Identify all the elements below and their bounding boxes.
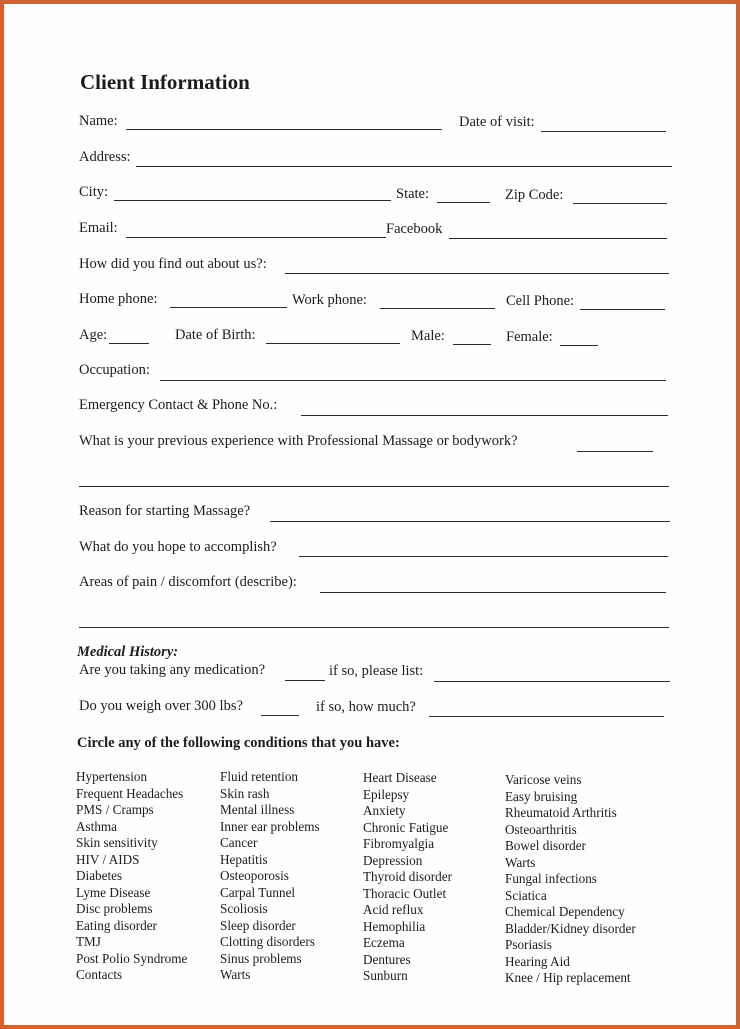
condition-item[interactable]: Fibromyalgia — [363, 836, 435, 851]
condition-item[interactable]: Psoriasis — [505, 937, 552, 952]
condition-item[interactable]: Scoliosis — [220, 901, 268, 916]
condition-item[interactable]: Inner ear problems — [220, 818, 320, 834]
dob-label: Date of Birth: — [175, 327, 256, 343]
email-field[interactable] — [126, 237, 386, 238]
condition-item[interactable]: Warts — [220, 967, 251, 982]
condition-item[interactable]: Thyroid disorder — [363, 869, 452, 884]
condition-item[interactable]: Knee / Hip replacement — [505, 970, 631, 985]
weight-amount-field[interactable] — [429, 716, 664, 717]
reason-label: Reason for starting Massage? — [79, 503, 251, 519]
condition-item[interactable]: HIV / AIDS — [76, 851, 140, 867]
condition-item[interactable]: Fungal infections — [505, 871, 597, 886]
weight-follow-label: if so, how much? — [316, 699, 416, 715]
condition-item[interactable]: Thoracic Outlet — [363, 885, 447, 901]
condition-item[interactable]: Bowel disorder — [505, 838, 586, 853]
condition-item[interactable]: Lyme Disease — [76, 884, 151, 900]
condition-item[interactable]: Skin sensitivity — [76, 835, 158, 850]
condition-item[interactable]: Sinus problems — [220, 950, 302, 966]
state-field[interactable] — [437, 202, 490, 203]
form-title: Client Information — [80, 70, 250, 94]
occupation-field[interactable] — [160, 380, 666, 381]
condition-item[interactable]: Hemophilia — [363, 918, 426, 934]
home-phone-label: Home phone: — [79, 291, 158, 307]
how-found-label: How did you find out about us?: — [79, 256, 267, 272]
date-of-visit-label: Date of visit: — [459, 114, 535, 130]
how-found-field[interactable] — [285, 273, 669, 274]
medication-follow-label: if so, please list: — [329, 663, 424, 679]
condition-item[interactable]: Chemical Dependency — [505, 904, 625, 919]
previous-experience-field[interactable] — [577, 451, 653, 452]
condition-item[interactable]: Hearing Aid — [505, 953, 570, 969]
condition-item[interactable]: Chronic Fatigue — [363, 819, 449, 835]
city-label: City: — [79, 184, 109, 200]
home-phone-field[interactable] — [170, 307, 287, 308]
facebook-field[interactable] — [449, 238, 667, 239]
condition-item[interactable]: Skin rash — [220, 785, 270, 801]
condition-item[interactable]: Dentures — [363, 951, 411, 967]
condition-item[interactable]: Fluid retention — [220, 769, 299, 784]
condition-item[interactable]: Epilepsy — [363, 786, 410, 802]
state-label: State: — [396, 186, 430, 202]
cell-phone-label: Cell Phone: — [506, 293, 575, 309]
address-field[interactable] — [136, 166, 672, 167]
conditions-column-3 — [363, 770, 452, 985]
condition-item[interactable]: Eczema — [363, 935, 405, 950]
emergency-field[interactable] — [301, 415, 668, 416]
male-label: Male: — [411, 328, 445, 344]
medical-history-heading: Medical History: — [77, 644, 179, 660]
condition-item[interactable]: Sunburn — [363, 968, 408, 983]
dob-field[interactable] — [266, 343, 400, 344]
condition-item[interactable]: Sleep disorder — [220, 917, 296, 933]
areas-pain-label: Areas of pain / discomfort (describe): — [79, 574, 297, 590]
age-label: Age: — [79, 327, 108, 343]
condition-item[interactable]: Frequent Headaches — [76, 785, 184, 801]
emergency-label: Emergency Contact & Phone No.: — [79, 397, 278, 413]
condition-item[interactable]: Carpal Tunnel — [220, 884, 296, 900]
female-label: Female: — [506, 329, 553, 345]
areas-pain-field[interactable] — [320, 592, 666, 593]
conditions-column-1 — [76, 769, 187, 984]
hope-label: What do you hope to accomplish? — [79, 539, 277, 555]
condition-item[interactable]: Osteoarthritis — [505, 821, 577, 837]
name-field[interactable] — [126, 129, 442, 130]
condition-item[interactable]: Bladder/Kidney disorder — [505, 920, 636, 936]
areas-pain-field-2[interactable] — [79, 627, 669, 628]
condition-item[interactable]: Rheumatoid Arthritis — [505, 805, 617, 820]
condition-item[interactable]: Depression — [363, 852, 423, 868]
condition-item[interactable]: Eating disorder — [76, 917, 157, 933]
condition-item[interactable]: Asthma — [76, 818, 118, 834]
email-label: Email: — [79, 220, 118, 236]
condition-item[interactable]: Cancer — [220, 835, 258, 850]
conditions-column-4 — [505, 772, 636, 987]
condition-item[interactable]: Hypertension — [76, 769, 148, 784]
zip-field[interactable] — [573, 203, 667, 204]
condition-item[interactable]: Disc problems — [76, 901, 153, 916]
medication-answer-field[interactable] — [285, 680, 325, 681]
condition-item[interactable]: PMS / Cramps — [76, 802, 154, 817]
conditions-heading: Circle any of the following conditions that you have: — [77, 735, 400, 751]
condition-item[interactable]: Heart Disease — [363, 770, 437, 785]
previous-experience-field-2[interactable] — [79, 486, 669, 487]
work-phone-field[interactable] — [380, 308, 495, 309]
male-field[interactable] — [453, 344, 491, 345]
address-label: Address: — [79, 149, 131, 165]
condition-item[interactable]: Diabetes — [76, 868, 123, 883]
city-field[interactable] — [114, 200, 391, 201]
condition-item[interactable]: Easy bruising — [505, 788, 578, 804]
condition-item[interactable]: Hepatitis — [220, 851, 268, 867]
condition-item[interactable]: Contacts — [76, 967, 123, 982]
weight-answer-field[interactable] — [261, 715, 299, 716]
previous-experience-label: What is your previous experience with Professional Massage or bodywork? — [79, 433, 518, 449]
conditions-column-2 — [220, 769, 320, 984]
condition-item[interactable]: Acid reflux — [363, 902, 424, 917]
medication-question: Are you taking any medication? — [79, 662, 266, 678]
age-field[interactable] — [109, 343, 149, 344]
facebook-label: Facebook — [386, 221, 443, 237]
occupation-label: Occupation: — [79, 362, 150, 378]
female-field[interactable] — [560, 345, 598, 346]
condition-item[interactable]: Osteoporosis — [220, 868, 289, 883]
condition-item[interactable]: Mental illness — [220, 802, 295, 817]
condition-item[interactable]: TMJ — [76, 934, 101, 949]
hope-field[interactable] — [299, 556, 668, 557]
condition-item[interactable]: Warts — [505, 854, 536, 870]
condition-item[interactable]: Post Polio Syndrome — [76, 950, 188, 966]
cell-phone-field[interactable] — [580, 309, 665, 310]
reason-field[interactable] — [270, 521, 670, 522]
zip-label: Zip Code: — [505, 187, 564, 203]
medication-list-field[interactable] — [434, 681, 670, 682]
condition-item[interactable]: Anxiety — [363, 803, 406, 818]
condition-item[interactable]: Sciatica — [505, 887, 547, 903]
work-phone-label: Work phone: — [292, 292, 367, 308]
weight-question: Do you weigh over 300 lbs? — [79, 698, 243, 714]
date-of-visit-field[interactable] — [541, 131, 666, 132]
name-label: Name: — [79, 113, 118, 129]
condition-item[interactable]: Varicose veins — [505, 772, 582, 787]
condition-item[interactable]: Clotting disorders — [220, 934, 315, 949]
